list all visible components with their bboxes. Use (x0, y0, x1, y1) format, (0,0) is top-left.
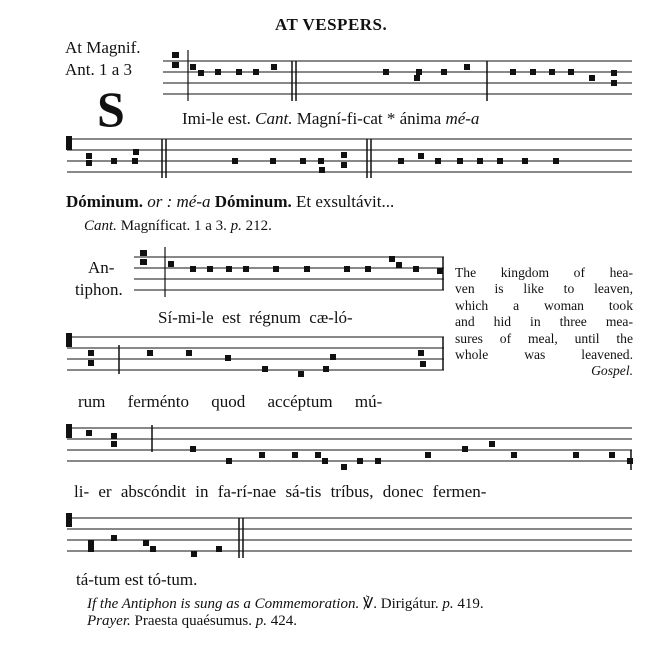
cant-text: Magníficat. 1 a 3. (120, 218, 227, 234)
prayer-text: Praesta quaésumus. (134, 613, 252, 629)
antiphon-lyrics-2: rum ferménto quod accéptum mú- (78, 392, 383, 411)
lyric-segment: or : mé-a (147, 192, 211, 211)
page-abbrev: p. (255, 613, 267, 629)
translation-line: whole was leavened. (455, 347, 633, 363)
versicle-text: Dirigátur. (380, 596, 439, 612)
lyric-segment: Dóminum. (66, 192, 143, 211)
versicle-icon: ℣. (362, 596, 377, 612)
antiphon-mode-label: Ant. 1 a 3 (65, 60, 133, 79)
commemoration-text: If the Antiphon is sung as a Commemoration. (87, 596, 360, 612)
page-number: 419. (457, 596, 484, 612)
translation-line: and hid in three mea- (455, 314, 633, 330)
page-title: AT VESPERS. (275, 15, 388, 34)
lyric-segment: Dóminum. (214, 192, 292, 211)
translation-line: sures of meal, until the (455, 330, 633, 346)
antiphon-lyrics-3: li- er abscóndit in fa-rí-nae sá-tis tríbus, donec fermen- (74, 482, 487, 501)
magnificat-label: At Magnif. (65, 38, 141, 57)
antiphon-label-1: An- (88, 258, 115, 277)
antiphon-lyrics-4: tá-tum est tó-tum. (76, 570, 198, 589)
lyric-segment: Et exsultávit... (295, 192, 395, 211)
prayer-label: Prayer. (87, 613, 131, 629)
lyric-segment: Magní-fi-cat * ánima (296, 109, 442, 128)
drop-capital: S (97, 81, 125, 137)
commemoration-note (87, 594, 484, 613)
page-abbrev: p. (442, 596, 454, 612)
cant-label: Cant. (84, 218, 117, 234)
prayer-note (87, 613, 297, 630)
lyric-segment: Cant. (255, 109, 293, 128)
page-abbrev: p. (230, 218, 242, 234)
lyric-segment: mé-a (445, 109, 480, 128)
lyric-segment: Imi-le est. (182, 109, 251, 128)
page-number: 424. (270, 613, 297, 629)
antiphon-label-2: tiphon. (75, 280, 123, 299)
translation-line: The kingdom of hea- (455, 265, 633, 280)
translation-source: Gospel. (591, 363, 633, 379)
page-number: 212. (245, 218, 272, 234)
translation-line: ven is like to leaven, (455, 281, 633, 297)
antiphon-lyrics-1: Sí-mi-le est régnum cæ-ló- (158, 308, 353, 327)
translation-line: which a woman took (455, 297, 633, 313)
